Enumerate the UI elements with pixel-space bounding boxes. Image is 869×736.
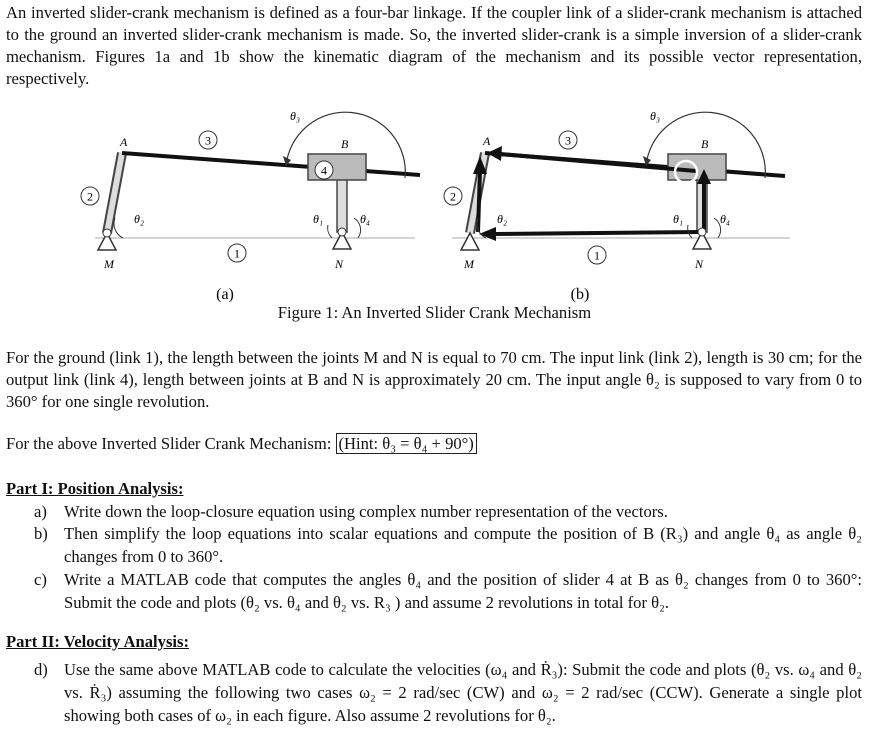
question-b — [34, 522, 862, 568]
question-d — [34, 658, 862, 727]
question-label: c) — [34, 570, 47, 589]
theta3-label-b: θ₃ — [650, 109, 661, 123]
link-3-label-b: 3 — [565, 133, 571, 148]
part-2-title: Part II: Velocity Analysis: — [6, 632, 189, 651]
vector-r3 — [500, 154, 696, 171]
question-label: d) — [34, 660, 48, 679]
support-m-b — [461, 233, 479, 250]
theta4-label-a: θ₄ — [360, 212, 371, 226]
link-1-label-b: 1 — [594, 248, 600, 263]
point-n-label-a: N — [335, 257, 344, 271]
theta4-label-b: θ₄ — [720, 212, 731, 226]
ground-paragraph: For the ground (link 1), the length between the joints M and N is equal to 70 cm. The input link (link 2), length is 30 cm; for the output link (link 4), length between joints at B and N is approximately 20 cm. The input angle θ₂ is supposed to vary from 0 to 360° for one single revolution. — [6, 348, 862, 411]
theta1-label-a: θ₁ — [313, 212, 324, 226]
point-b-label-b: B — [701, 137, 709, 151]
link-2-label-b: 2 — [450, 189, 456, 204]
mechanism-diagrams — [0, 98, 869, 330]
figure-1 — [0, 98, 869, 330]
question-text: Write down the loop-closure equation using complex number representation of the vectors. — [64, 502, 668, 521]
link-3-label-a: 3 — [205, 133, 211, 148]
question-label: b) — [34, 524, 48, 543]
figure-caption: Figure 1: An Inverted Slider Crank Mechanism — [277, 303, 592, 322]
diagram-b — [444, 109, 790, 303]
hint-line — [6, 433, 862, 455]
question-label: a) — [34, 502, 47, 521]
hint-box: (Hint: θ₃ = θ₄ + 90°) — [336, 433, 477, 454]
question-a — [34, 500, 862, 523]
hint-prefix: For the above Inverted Slider Crank Mechanism: — [6, 434, 336, 453]
subfigure-b-label: (b) — [570, 286, 590, 303]
point-a-label-a: A — [120, 135, 128, 149]
point-a-label-b: A — [483, 134, 491, 148]
theta3-label-a: θ₃ — [290, 109, 301, 123]
diagram-a — [81, 109, 420, 303]
question-text: Write a MATLAB code that computes the angles θ₄ and the position of slider 4 at B as θ₂ changes from 0 to 360°: Submit the code and plots (θ₂ vs. θ₄ and θ₂ vs. R₃ ) and assume 2 revolutions in total for θ₂. — [64, 570, 862, 612]
theta1-label-b: θ₁ — [673, 212, 684, 226]
link-2-label-a: 2 — [87, 189, 93, 204]
question-text: Then simplify the loop equations into scalar equations and compute the position of B (R₃) and angle θ₄ as angle θ₂ changes from 0 to 360°. — [64, 524, 862, 566]
subfigure-a-label: (a) — [216, 286, 234, 303]
link-1-label-a: 1 — [234, 246, 240, 261]
point-m-label-a: M — [104, 257, 114, 271]
question-c — [34, 568, 862, 614]
link-4-label-a: 4 — [321, 163, 327, 178]
point-n-label-b: N — [695, 257, 704, 271]
link-3-a — [122, 153, 420, 175]
intro-paragraph: An inverted slider-crank mechanism is defined as a four-bar linkage. If the coupler link of a slider-crank mechanism is attached to the ground an inverted slider-crank mechanism is made. So, the inverted slider-crank is a simple inversion of a slider-crank mechanism. Figures 1a and 1b show the kinematic diagram of the mechanism and its possible vector representation, respectively. — [6, 3, 862, 88]
theta2-label-b: θ₂ — [497, 212, 508, 226]
theta2-label-a: θ₂ — [134, 212, 145, 226]
question-text: Use the same above MATLAB code to calculate the velocities (ω₄ and Ṙ₃): Submit the code and plots (θ₂ vs. ω₄ and θ₂ vs. Ṙ₃) assuming the following two cases ω₂ = 2 rad/sec (CW) and ω₂ = 2 rad/sec (CCW). Generate a single plot showing both cases of ω₂ in each figure. Also assume 2 revolutions for θ₂. — [64, 660, 862, 725]
part-1-title: Part I: Position Analysis: — [6, 479, 184, 498]
point-b-label-a: B — [341, 137, 349, 151]
vector-r1 — [494, 232, 700, 234]
point-m-label-b: M — [464, 257, 474, 271]
vector-r2 — [478, 170, 480, 232]
